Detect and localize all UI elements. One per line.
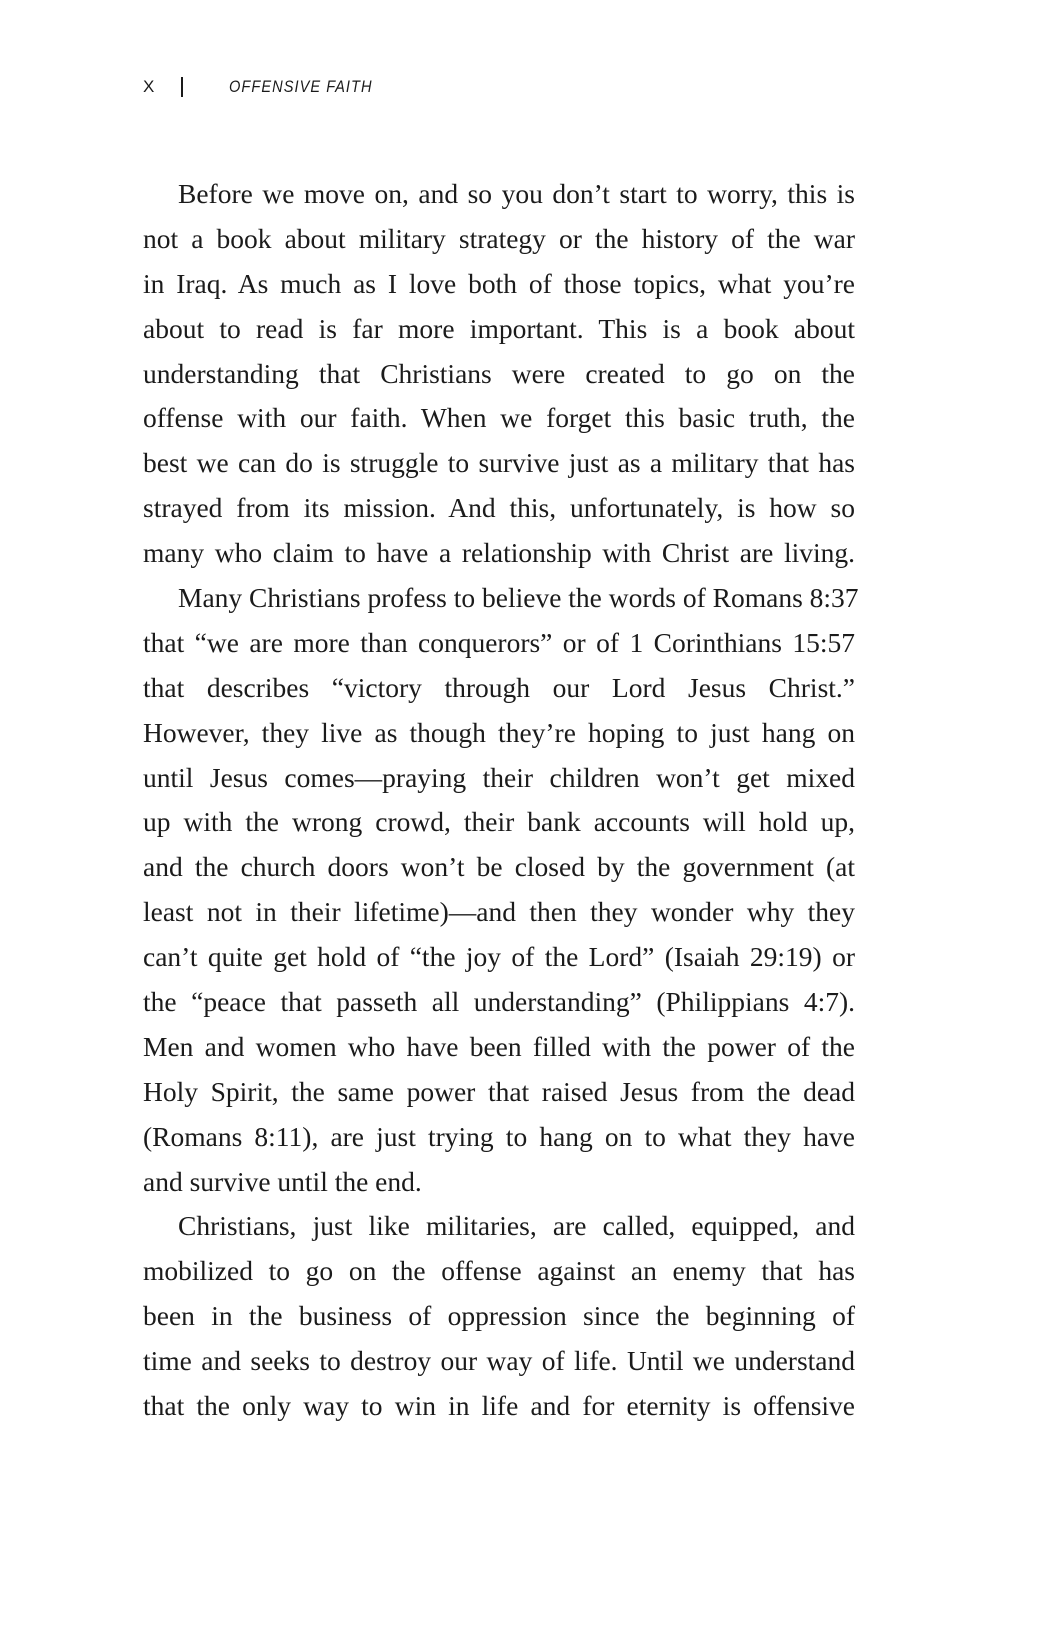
text-line: understanding that Christians were created to go on the xyxy=(143,357,855,389)
text-line: until Jesus comes—praying their children won’t get mixed xyxy=(143,761,855,793)
text-line: many who claim to have a relationship with Christ are living. xyxy=(143,537,855,569)
text-line: (Romans 8:11), are just trying to hang on to what they have xyxy=(143,1120,855,1152)
text-line: least not in their lifetime)—and then they wonder why they xyxy=(143,896,855,928)
paragraph-3 xyxy=(143,1204,855,1428)
text-line: best we can do is struggle to survive just as a military that has xyxy=(143,447,855,479)
text-line: Men and women who have been filled with the power of the xyxy=(143,1030,855,1062)
text-line: Before we move on, and so you don’t start to worry, this is xyxy=(178,178,855,209)
text-line: been in the business of oppression since the beginning of xyxy=(143,1300,855,1332)
text-line: and the church doors won’t be closed by the government (at xyxy=(143,851,855,883)
text-line: strayed from its mission. And this, unfortunately, is how so xyxy=(143,492,855,524)
text-line: Holy Spirit, the same power that raised Jesus from the dead xyxy=(143,1075,855,1107)
text-line: Many Christians profess to believe the words of Romans 8:37 xyxy=(178,582,859,614)
text-line: the “peace that passeth all understanding” (Philippians 4:7). xyxy=(143,986,855,1018)
text-line: can’t quite get hold of “the joy of the Lord” (Isaiah 29:19) or xyxy=(143,941,855,973)
text-line: that the only way to win in life and for eternity is offensive xyxy=(143,1390,855,1422)
text-line: not a book about military strategy or the history of the war xyxy=(143,222,855,254)
page-number: X xyxy=(143,77,156,96)
text-line: Christians, just like militaries, are called, equipped, and xyxy=(178,1210,855,1242)
paragraph-1 xyxy=(143,172,855,576)
body-text xyxy=(143,172,859,1429)
text-line: However, they live as though they’re hoping to just hang on xyxy=(143,716,855,748)
text-line: time and seeks to destroy our way of life. Until we understand xyxy=(143,1345,855,1377)
text-line: offense with our faith. When we forget this basic truth, the xyxy=(143,402,855,434)
text-line: and survive until the end. xyxy=(143,1165,422,1197)
text-line: in Iraq. As much as I love both of those topics, what you’re xyxy=(143,267,855,299)
text-line: that “we are more than conquerors” or of 1 Corinthians 15:57 xyxy=(143,626,855,658)
text-line: about to read is far more important. This is a book about xyxy=(143,312,855,344)
text-line: that describes “victory through our Lord Jesus Christ.” xyxy=(143,671,855,703)
header-separator xyxy=(181,77,183,97)
book-title: OFFENSIVE FAITH xyxy=(229,77,373,96)
paragraph-2 xyxy=(143,576,859,1204)
text-line: mobilized to go on the offense against an enemy that has xyxy=(143,1255,855,1287)
text-line: up with the wrong crowd, their bank accounts will hold up, xyxy=(143,806,855,838)
running-head xyxy=(143,74,396,100)
